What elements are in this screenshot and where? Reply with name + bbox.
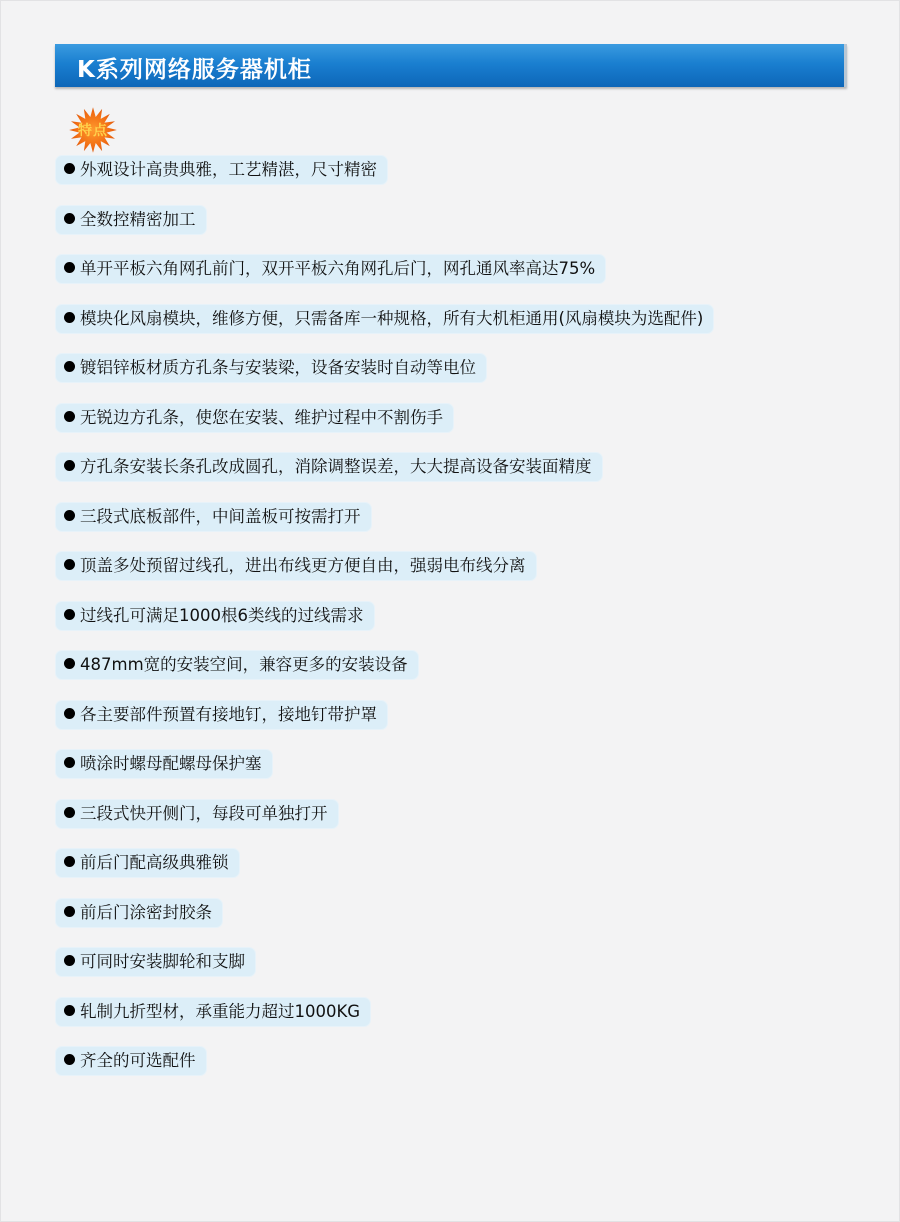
feature-pill <box>56 651 418 679</box>
feature-text: 轧制九折型材，承重能力超过1000KG <box>80 1001 361 1021</box>
feature-pill <box>56 503 371 531</box>
feature-pill <box>56 354 486 382</box>
feature-item <box>56 800 713 850</box>
feature-pill <box>56 305 713 333</box>
feature-item <box>56 701 713 751</box>
feature-pill <box>56 404 453 432</box>
feature-text: 外观设计高贵典雅，工艺精湛，尺寸精密 <box>80 160 377 179</box>
feature-text: 模块化风扇模块，维修方便，只需备库一种规格，所有大机柜通用(风扇模块为选配件) <box>80 308 704 328</box>
title-bar <box>55 44 847 87</box>
feature-item <box>56 503 713 553</box>
feature-text: 前后门配高级典雅锁 <box>80 853 229 872</box>
feature-pill <box>56 849 239 877</box>
bullet-icon <box>64 262 75 273</box>
feature-item <box>56 255 713 305</box>
bullet-icon <box>64 163 75 174</box>
feature-text: 前后门涂密封胶条 <box>80 902 212 922</box>
bullet-icon <box>64 708 75 719</box>
feature-item <box>56 156 713 206</box>
feature-text: 过线孔可满足1000根6类线的过线需求 <box>80 605 364 625</box>
feature-pill <box>56 899 222 927</box>
bullet-icon <box>64 609 75 620</box>
bullet-icon <box>64 807 75 818</box>
bullet-icon <box>64 510 75 521</box>
feature-pill <box>56 156 387 184</box>
feature-item <box>56 1047 713 1097</box>
feature-text: 487mm宽的安装空间，兼容更多的安装设备 <box>80 655 408 674</box>
feature-text: 单开平板六角网孔前门，双开平板六角网孔后门，网孔通风率高达75% <box>80 259 596 278</box>
feature-text: 齐全的可选配件 <box>80 1051 196 1070</box>
feature-pill <box>56 998 370 1026</box>
feature-text: 三段式底板部件，中间盖板可按需打开 <box>80 506 361 526</box>
feature-item <box>56 453 713 503</box>
feature-item <box>56 404 713 454</box>
feature-pill <box>56 1047 206 1075</box>
bullet-icon <box>64 411 75 422</box>
feature-text: 镀铝锌板材质方孔条与安装梁，设备安装时自动等电位 <box>80 358 476 377</box>
feature-text: 各主要部件预置有接地钉，接地钉带护罩 <box>80 704 377 724</box>
feature-item <box>56 602 713 652</box>
feature-pill <box>56 453 602 481</box>
feature-text: 喷涂时螺母配螺母保护塞 <box>80 754 262 773</box>
feature-item <box>56 552 713 602</box>
feature-item <box>56 948 713 998</box>
feature-pill <box>56 552 536 580</box>
feature-item <box>56 849 713 899</box>
feature-item <box>56 651 713 701</box>
bullet-icon <box>64 361 75 372</box>
feature-item <box>56 899 713 949</box>
bullet-icon <box>64 213 75 224</box>
badge-label: 特点 <box>78 123 108 139</box>
feature-pill <box>56 948 255 976</box>
bullet-icon <box>64 1054 75 1065</box>
feature-item <box>56 354 713 404</box>
bullet-icon <box>64 757 75 768</box>
feature-text: 全数控精密加工 <box>80 209 196 229</box>
feature-pill <box>56 701 387 729</box>
feature-pill <box>56 750 272 778</box>
feature-item <box>56 750 713 800</box>
feature-pill <box>56 602 374 630</box>
feature-text: 无锐边方孔条，使您在安装、维护过程中不割伤手 <box>80 407 443 427</box>
bullet-icon <box>64 312 75 323</box>
feature-pill <box>56 255 605 283</box>
bullet-icon <box>64 559 75 570</box>
bullet-icon <box>64 460 75 471</box>
feature-text: 三段式快开侧门，每段可单独打开 <box>80 803 328 823</box>
feature-pill <box>56 206 206 234</box>
feature-pill <box>56 800 338 828</box>
features-badge <box>52 106 134 154</box>
page-title: K系列网络服务器机柜 <box>77 57 312 83</box>
bullet-icon <box>64 658 75 669</box>
feature-item <box>56 305 713 355</box>
feature-list <box>56 156 713 1097</box>
bullet-icon <box>64 856 75 867</box>
bullet-icon <box>64 906 75 917</box>
bullet-icon <box>64 1005 75 1016</box>
feature-item <box>56 998 713 1048</box>
feature-text: 可同时安装脚轮和支脚 <box>80 952 245 971</box>
feature-text: 顶盖多处预留过线孔，进出布线更方便自由，强弱电布线分离 <box>80 556 526 575</box>
bullet-icon <box>64 955 75 966</box>
feature-item <box>56 206 713 256</box>
feature-text: 方孔条安装长条孔改成圆孔，消除调整误差，大大提高设备安装面精度 <box>80 457 592 476</box>
